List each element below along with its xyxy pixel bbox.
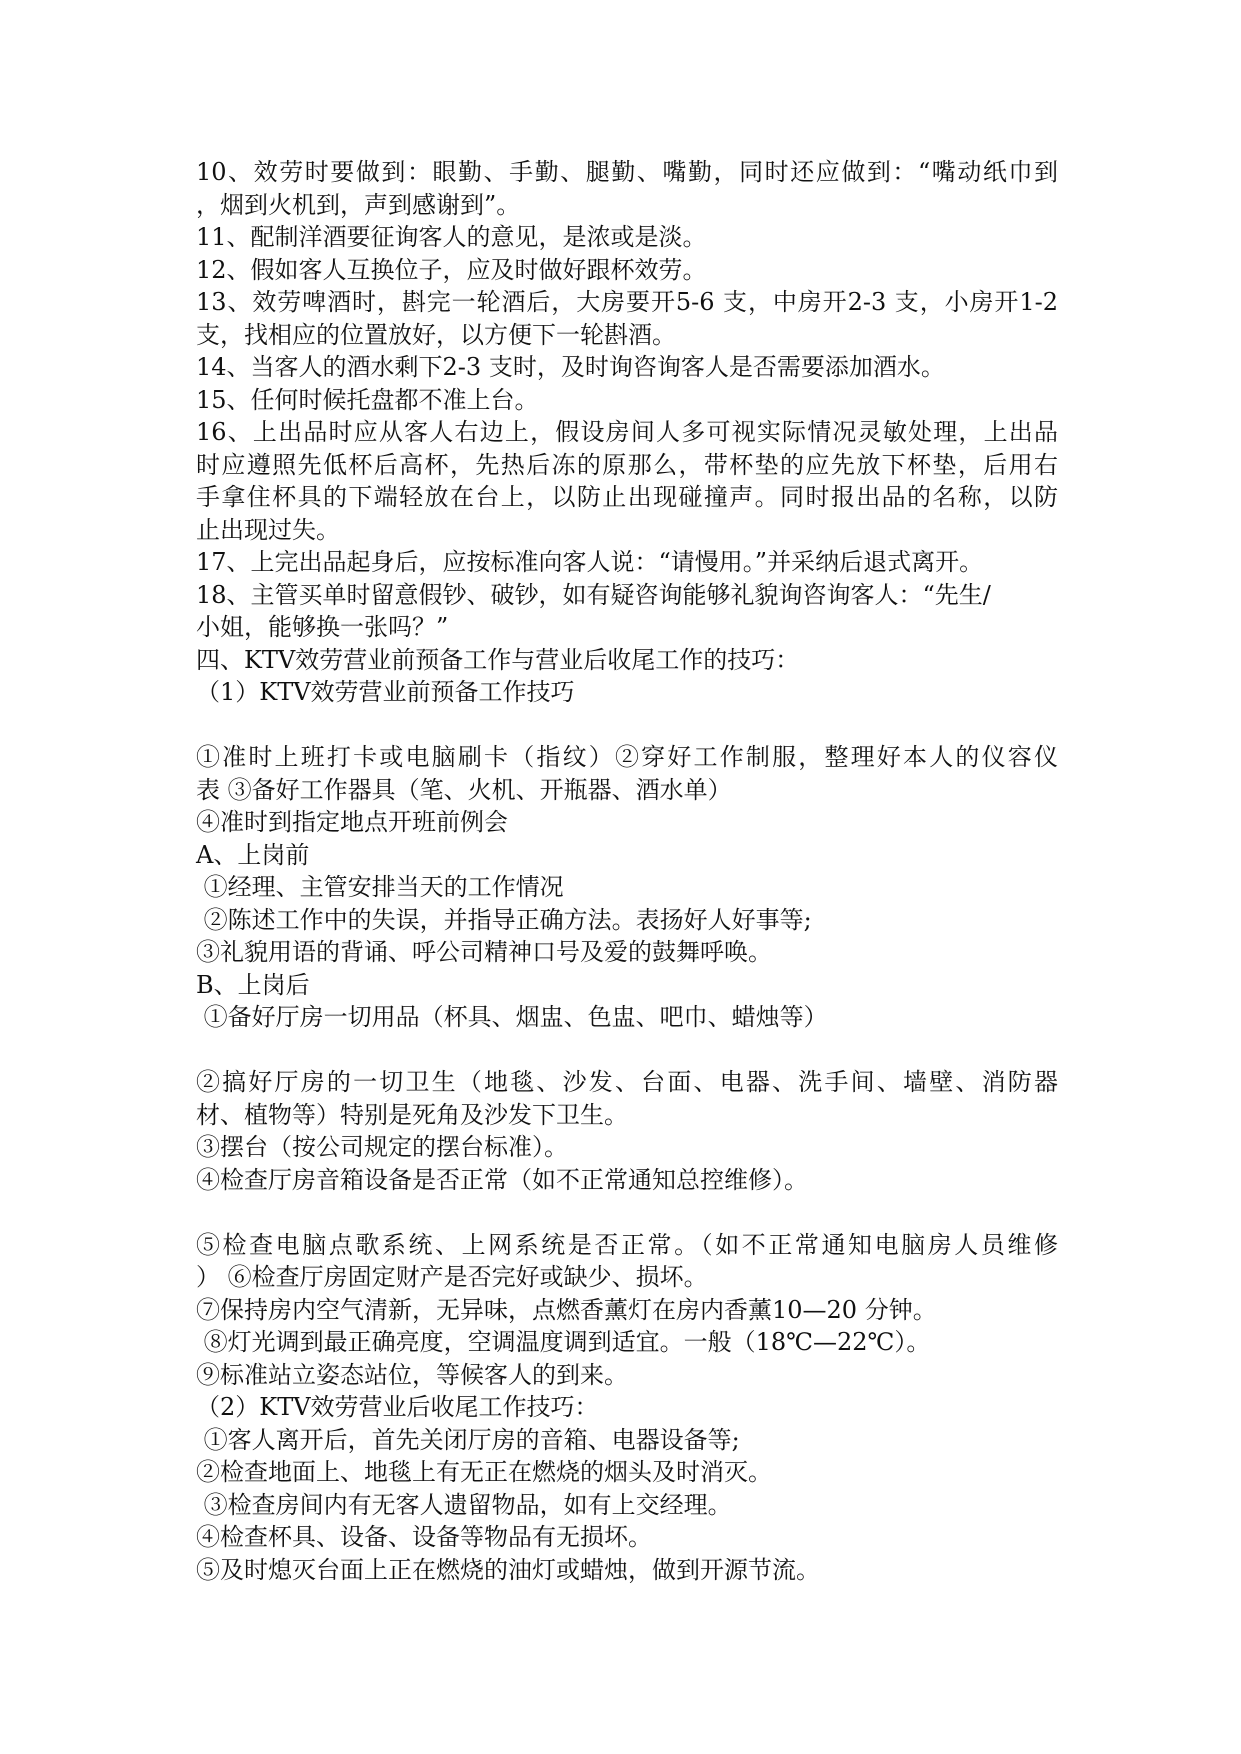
text-line: 止出现过失。 [196, 515, 340, 544]
text-line: 表 ③备好工作器具（笔、火机、开瓶器、酒水单） [196, 775, 732, 804]
text-line: ④检查厅房音箱设备是否正常（如不正常通知总控维修）。 [196, 1165, 808, 1194]
blank-line [196, 1196, 1058, 1229]
text-line: ①备好厅房一切用品（杯具、烟盅、色盅、吧巾、蜡烛等） [196, 1003, 828, 1031]
text-line: 18、主管买单时留意假钞、破钞，如有疑咨询能够礼貌询咨询客人：“先生/ [196, 580, 991, 609]
subsection-heading: （2）KTV效劳营业后收尾工作技巧： [196, 1393, 599, 1421]
text-line: ①准时上班打卡或电脑刷卡（指纹）②穿好工作制服，整理好本人的仪容仪 [196, 743, 1058, 771]
text-line: ⑨标准站立姿态站位，等候客人的到来。 [196, 1360, 628, 1389]
text-line: ①客人离开后，首先关闭厅房的音箱、电器设备等; [196, 1425, 740, 1454]
text-line: ⑧灯光调到最正确亮度，空调温度调到适宜。一般（18℃—22℃）。 [196, 1328, 931, 1356]
subsection-heading: （1）KTV效劳营业前预备工作技巧 [196, 678, 575, 706]
text-line: 16、上出品时应从客人右边上，假设房间人多可视实际情况灵敏处理，上出品 [196, 418, 1058, 446]
text-line: ②搞好厅房的一切卫生（地毯、沙发、台面、电器、洗手间、墙壁、消防器 [196, 1068, 1058, 1096]
text-line: 13、效劳啤酒时，斟完一轮酒后，大房要开5-6 支，中房开2-3 支，小房开1-2 [196, 288, 1058, 316]
text-line: 12、假如客人互换位子，应及时做好跟杯效劳。 [196, 255, 707, 284]
text-line: 17、上完出品起身后，应按标准向客人说：“请慢用。”并采纳后退式离开。 [196, 548, 984, 576]
text-line: ②检查地面上、地毯上有无正在燃烧的烟头及时消灭。 [196, 1458, 772, 1486]
text-line: 支，找相应的位置放好，以方便下一轮斟酒。 [196, 320, 676, 349]
text-line: ④准时到指定地点开班前例会 [196, 808, 508, 836]
document-body [196, 156, 1058, 1586]
text-line: 10、效劳时要做到：眼勤、手勤、腿勤、嘴勤，同时还应做到：“嘴动纸巾到 [196, 158, 1058, 186]
text-line: ） ⑥检查厅房固定财产是否完好或缺少、损坏。 [196, 1263, 708, 1291]
text-line: 11、配制洋酒要征询客人的意见，是浓或是淡。 [196, 223, 707, 251]
text-line: ⑤及时熄灭台面上正在燃烧的油灯或蜡烛，做到开源节流。 [196, 1555, 820, 1584]
text-line: ，烟到火机到，声到感谢到”。 [196, 190, 521, 219]
text-line: ④检查杯具、设备、设备等物品有无损坏。 [196, 1523, 652, 1551]
section-heading: 四、KTV效劳营业前预备工作与营业后收尾工作的技巧： [196, 645, 800, 674]
blank-line [196, 709, 1058, 742]
text-line: ①经理、主管安排当天的工作情况 [196, 873, 564, 901]
text-line: 15、任何时候托盘都不准上台。 [196, 385, 539, 414]
text-line: ③检查房间内有无客人遗留物品，如有上交经理。 [196, 1490, 732, 1519]
text-line: 材、植物等）特别是死角及沙发下卫生。 [196, 1100, 628, 1129]
text-line: ③摆台（按公司规定的摆台标准）。 [196, 1133, 568, 1161]
blank-line [196, 1034, 1058, 1067]
text-line: 14、当客人的酒水剩下2-3 支时，及时询咨询客人是否需要添加酒水。 [196, 353, 945, 381]
text-line: 手拿住杯具的下端轻放在台上，以防止出现碰撞声。同时报出品的名称，以防 [196, 483, 1058, 511]
text-line: 时应遵照先低杯后高杯，先热后冻的原那么，带杯垫的应先放下杯垫，后用右 [196, 450, 1058, 479]
text-line: ⑦保持房内空气清新，无异味，点燃香薰灯在房内香薰10—20 分钟。 [196, 1295, 937, 1324]
text-line: A、上岗前 [196, 840, 310, 869]
text-line: ③礼貌用语的背诵、呼公司精神口号及爱的鼓舞呼唤。 [196, 938, 772, 966]
text-line: 小姐，能够换一张吗？” [196, 613, 449, 641]
text-line: B、上岗后 [196, 970, 310, 999]
text-line: ②陈述工作中的失误，并指导正确方法。表扬好人好事等; [196, 905, 812, 934]
text-line: ⑤检查电脑点歌系统、上网系统是否正常。（如不正常通知电脑房人员维修 [196, 1230, 1058, 1259]
